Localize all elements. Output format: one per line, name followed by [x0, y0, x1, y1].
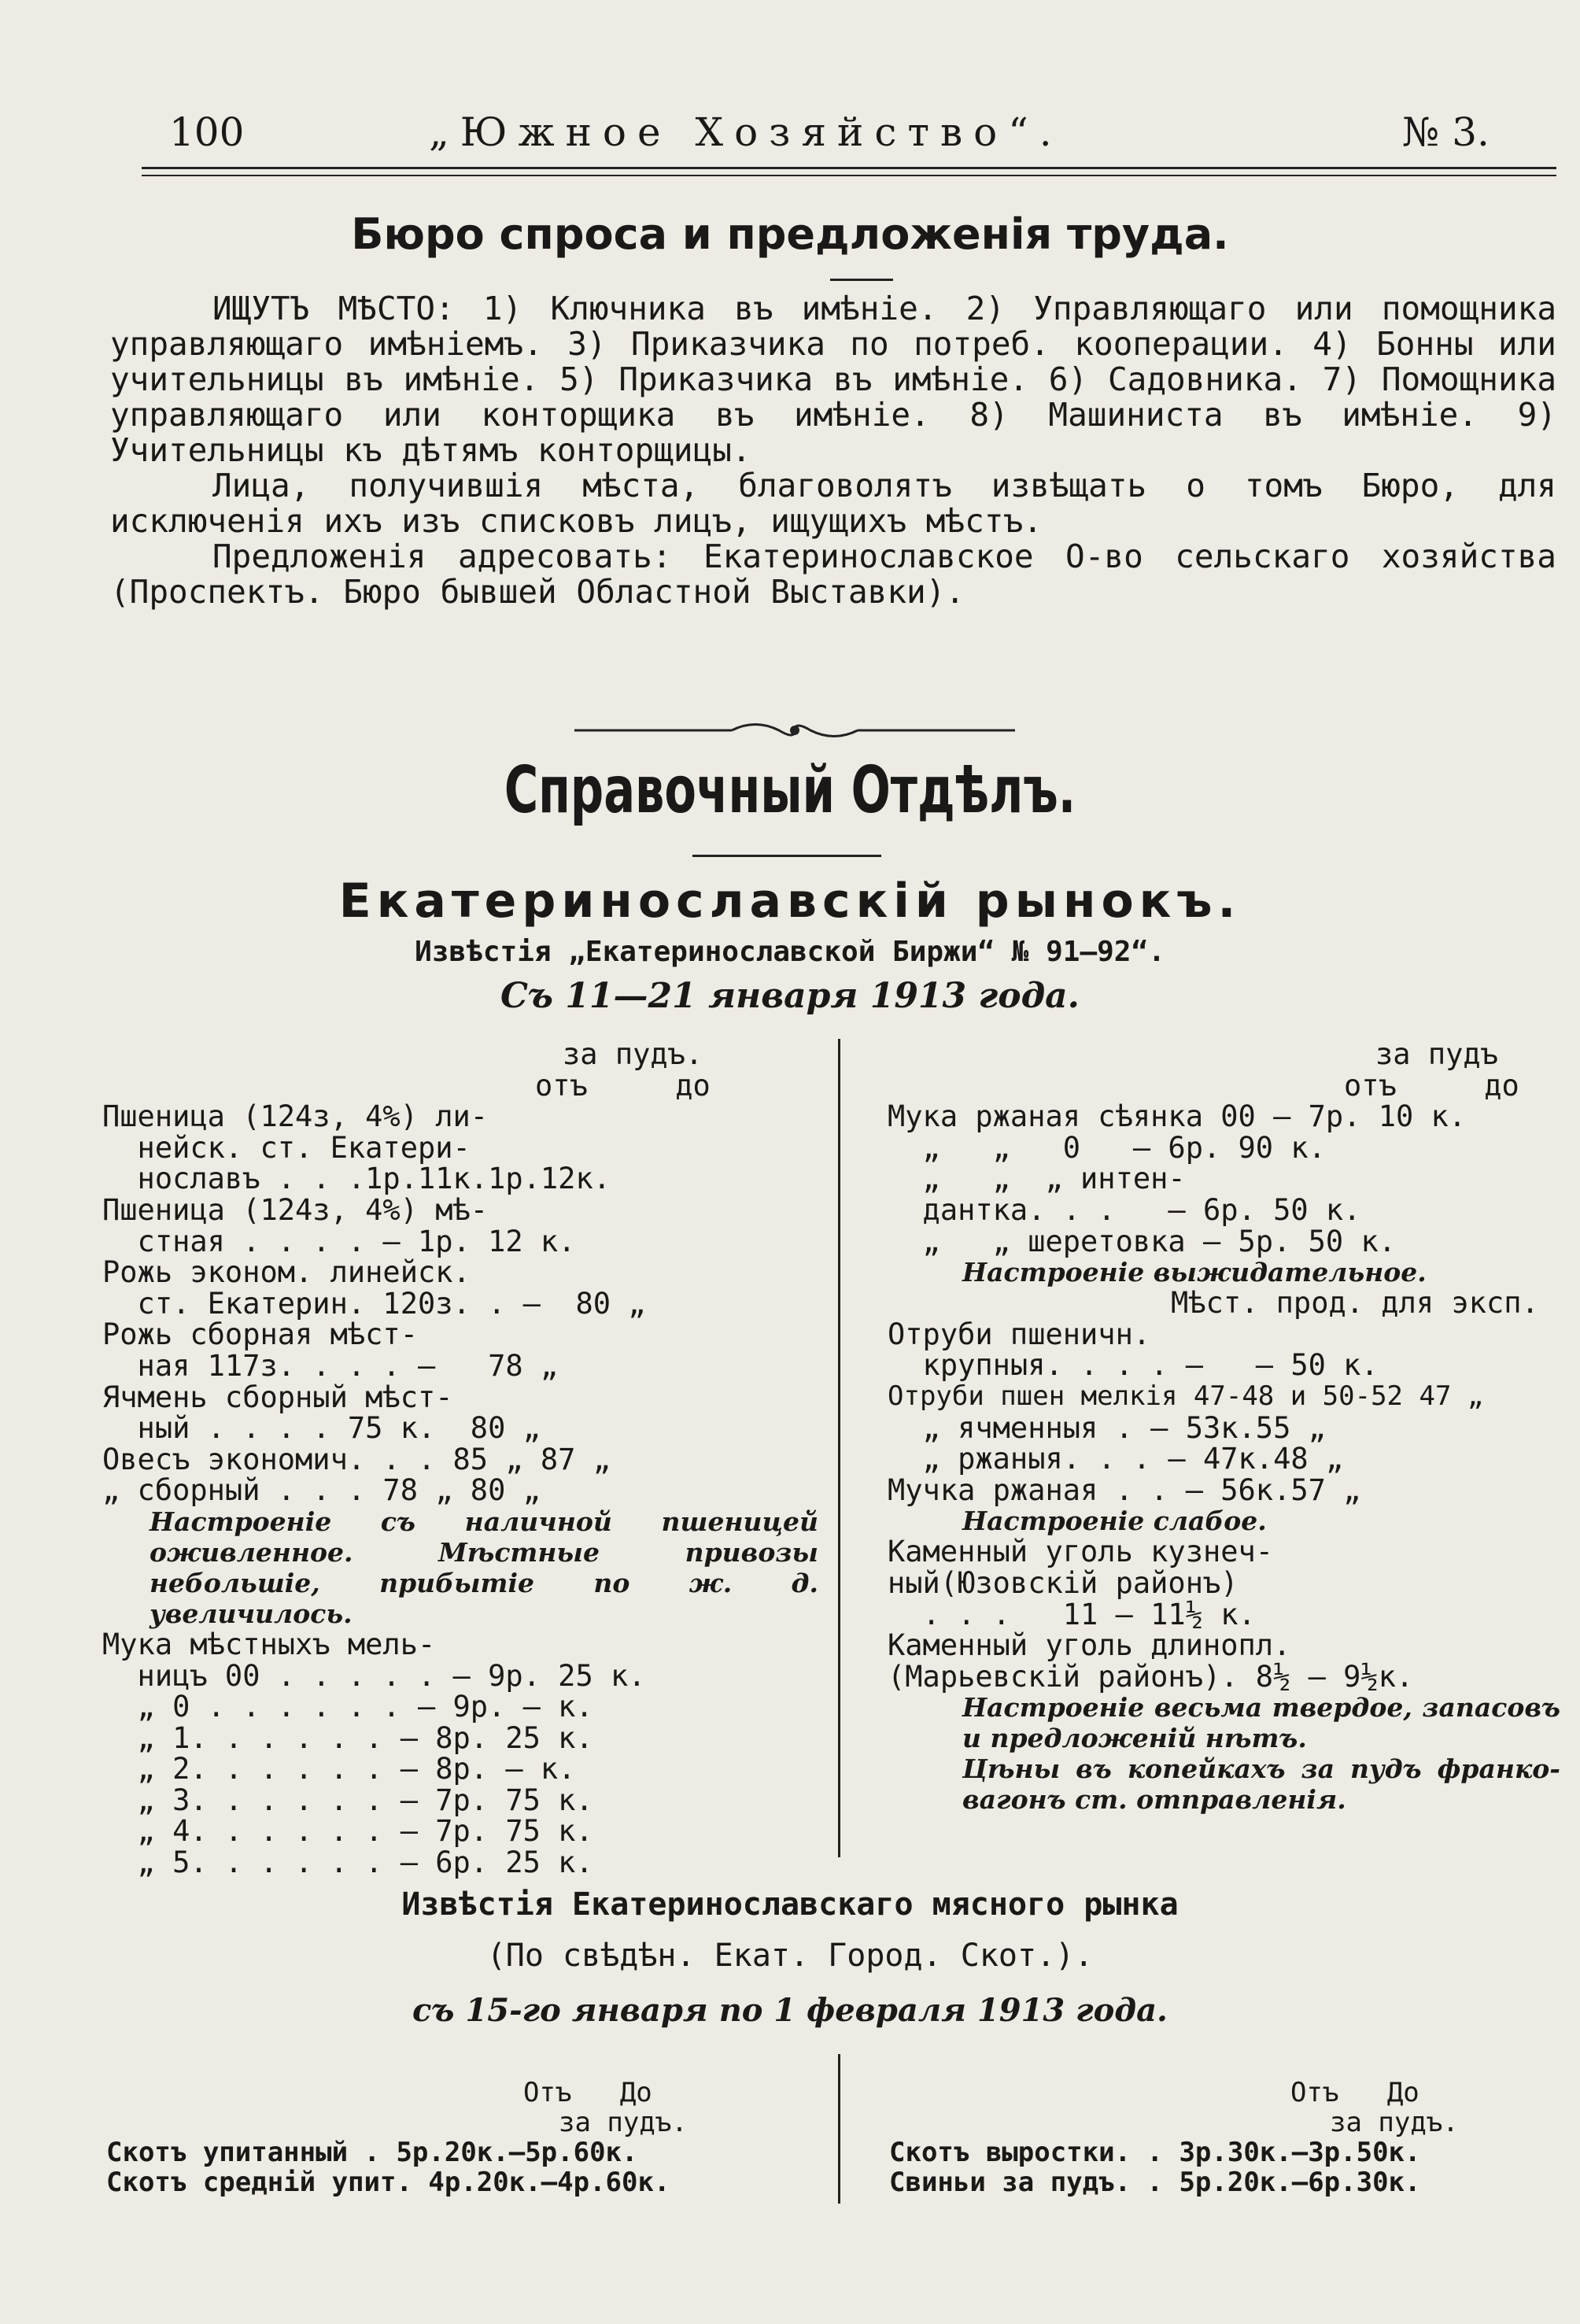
- rye-mood: Настроеніе выжидательное.: [962, 1257, 1427, 1288]
- meat-right-table: [889, 2078, 1562, 2197]
- market-source: Извѣстія „Екатеринославской Биржи“ № 91—92“.: [415, 936, 1165, 968]
- coal-row: . . . 11 — 11½ к.: [888, 1597, 1256, 1631]
- issue-number: № 3.: [1402, 109, 1490, 155]
- flour-row: „ 2. . . . . . — 8р. — к.: [102, 1752, 576, 1786]
- price-note: Цѣны въ копейкахъ за пудъ франко-вагонъ ст. отправленія.: [962, 1753, 1560, 1816]
- grain-header-cols: отъ до: [535, 1068, 711, 1103]
- grain-row: „ сборный . . . 78 „ 80 „: [102, 1473, 541, 1508]
- grain-row: Рожь эконом. линейск.: [102, 1255, 471, 1290]
- meat-row: Скотъ средній упит. 4р.20к.—4р.60к.: [106, 2167, 670, 2198]
- rye-coal-prices-table: [888, 1039, 1560, 1815]
- meat-market-dates: съ 15-го января по 1 февраля 1913 года.: [412, 1992, 1168, 2029]
- rye-row: Мука ржаная сѣянка 00 — 7р. 10 к.: [888, 1099, 1467, 1134]
- bran-mood: Настроеніе слабое.: [962, 1506, 1267, 1537]
- bran-row: Мучка ржаная . . — 56к.57 „: [888, 1472, 1361, 1507]
- meat-row: Скотъ упитанный . 5р.20к.—5р.60к.: [106, 2137, 638, 2168]
- grain-row: Овесъ экономич. . . 85 „ 87 „: [102, 1442, 611, 1476]
- meat-left-header-cols: Отъ До: [523, 2077, 652, 2108]
- export-subheader: Мѣст. прод. для эксп.: [1171, 1286, 1539, 1321]
- meat-right-header-unit: за пудъ.: [1330, 2107, 1459, 2138]
- grain-row: Ячмень сборный мѣст-: [102, 1380, 453, 1414]
- rye-row: „ „ 0 — 6р. 90 к.: [888, 1130, 1326, 1165]
- meat-left-table: [106, 2078, 814, 2197]
- rye-header-cols: отъ до: [1344, 1068, 1519, 1103]
- flour-row: „ 5. . . . . . — 6р. 25 к.: [102, 1846, 593, 1880]
- grain-row: Пшеница (124з, 4%) ли-: [102, 1099, 489, 1134]
- grain-row: нейск. ст. Екатери-: [102, 1130, 471, 1165]
- grain-row: нославъ . . .1р.11к.1р.12к.: [102, 1162, 611, 1196]
- ornament-divider: [574, 715, 1015, 746]
- coal-row: ный(Юзовскій районъ): [888, 1565, 1239, 1600]
- bureau-para-notice: Лица, получившія мѣста, благоволятъ извѣщать о томъ Бюро, для исключенія ихъ изъ списковъ лицъ, ищущихъ мѣстъ.: [110, 467, 1556, 540]
- grain-row: ный . . . . 75 к. 80 „: [102, 1411, 541, 1446]
- meat-right-header-cols: Отъ До: [1290, 2077, 1419, 2108]
- flour-row: „ 0 . . . . . . — 9р. — к.: [102, 1690, 593, 1724]
- flour-row: „ 3. . . . . . — 7р. 75 к.: [102, 1783, 593, 1817]
- coal-row: (Марьевскій районъ). 8½ — 9½к.: [888, 1659, 1414, 1694]
- market-title: Екатеринославскій рынокъ.: [338, 874, 1242, 929]
- flour-row: Мука мѣстныхъ мель-: [102, 1627, 436, 1661]
- meat-left-header-unit: за пудъ.: [559, 2107, 688, 2138]
- meat-market-title: Извѣстія Екатеринославскаго мясного рынка: [401, 1886, 1179, 1923]
- grain-row: Пшеница (124з, 4%) мѣ-: [102, 1192, 489, 1227]
- bran-row: Отруби пшен мелкія 47-48 и 50-52 47 „: [888, 1380, 1484, 1412]
- title-underline: [830, 279, 893, 281]
- bran-row: крупныя. . . . — — 50 к.: [888, 1348, 1379, 1383]
- meat-market-source: (По свѣдѣн. Екат. Город. Скот.).: [486, 1938, 1094, 1974]
- bran-row: Отруби пшеничн.: [888, 1317, 1151, 1351]
- grain-prices-table: [102, 1039, 818, 1879]
- grain-mood: Настроеніе съ наличной пшеницей оживленное. Мѣстные привозы небольшіе, прибытіе по ж. д. увеличилось.: [150, 1506, 818, 1629]
- bran-row: „ ржаныя. . . — 47к.48 „: [888, 1442, 1344, 1476]
- market-dates: Съ 11—21 января 1913 года.: [500, 976, 1080, 1016]
- section-underline: [692, 855, 881, 857]
- grain-row: Рожь сборная мѣст-: [102, 1317, 418, 1352]
- grain-header-unit: за пудъ.: [563, 1037, 703, 1071]
- grain-row: ст. Екатерин. 120з. . — 80 „: [102, 1286, 646, 1321]
- rye-row: дантка. . . — 6р. 50 к.: [888, 1192, 1361, 1227]
- grain-row: стная . . . . — 1р. 12 к.: [102, 1224, 576, 1258]
- bran-row: „ ячменныя . — 53к.55 „: [888, 1410, 1326, 1445]
- bureau-para-address: Предложенія адресовать: Екатеринославское О-во сельскаго хозяйства (Проспектъ. Бюро бывшей Областной Выставки).: [110, 538, 1556, 611]
- journal-title: „Южное Хозяйство“.: [429, 109, 1063, 155]
- bureau-title: Бюро спроса и предложенія труда.: [351, 209, 1229, 259]
- flour-row: ницъ 00 . . . . . — 9р. 25 к.: [102, 1658, 646, 1693]
- flour-row: „ 4. . . . . . — 7р. 75 к.: [102, 1814, 593, 1849]
- coal-mood: Настроеніе весьма твердое, запасовъ и предложеній нѣтъ.: [962, 1692, 1560, 1754]
- column-divider: [838, 1039, 840, 1857]
- bureau-body: [110, 291, 1556, 610]
- grain-row: ная 117з. . . . — 78 „: [102, 1348, 559, 1383]
- bureau-para-seeking: ИЩУТЪ МѢСТО: 1) Ключника въ имѣніе. 2) Управляющаго или помощника управляющаго имѣніемъ. 3) Приказчика по потреб. кооперации. 4) Бонны или учительницы въ имѣніе. 5) Приказчика въ имѣніе. 6) Садовника. 7) Помощника управляющаго или конторщика въ имѣніе. 8) Машиниста въ имѣніе. 9) Учительницы къ дѣтямъ конторщицы.: [110, 290, 1556, 469]
- header-rule-thin: [142, 175, 1556, 176]
- reference-section-title: Справочный Отдѣлъ.: [504, 753, 1076, 828]
- meat-row: Свиньи за пудъ. . 5р.20к.—6р.30к.: [889, 2167, 1421, 2198]
- rye-row: „ „ „ интен-: [888, 1162, 1186, 1196]
- flour-row: „ 1. . . . . . — 8р. 25 к.: [102, 1720, 593, 1755]
- meat-row: Скотъ выростки. . 3р.30к.—3р.50к.: [889, 2137, 1421, 2168]
- rye-row: „ „ шеретовка — 5р. 50 к.: [888, 1224, 1397, 1258]
- page-number: 100: [169, 109, 245, 155]
- header-rule: [142, 167, 1556, 169]
- meat-column-divider: [838, 2054, 840, 2204]
- coal-row: Каменный уголь кузнеч-: [888, 1535, 1274, 1569]
- coal-row: Каменный уголь длинопл.: [888, 1628, 1291, 1663]
- rye-header-unit: за пудъ: [1375, 1037, 1498, 1071]
